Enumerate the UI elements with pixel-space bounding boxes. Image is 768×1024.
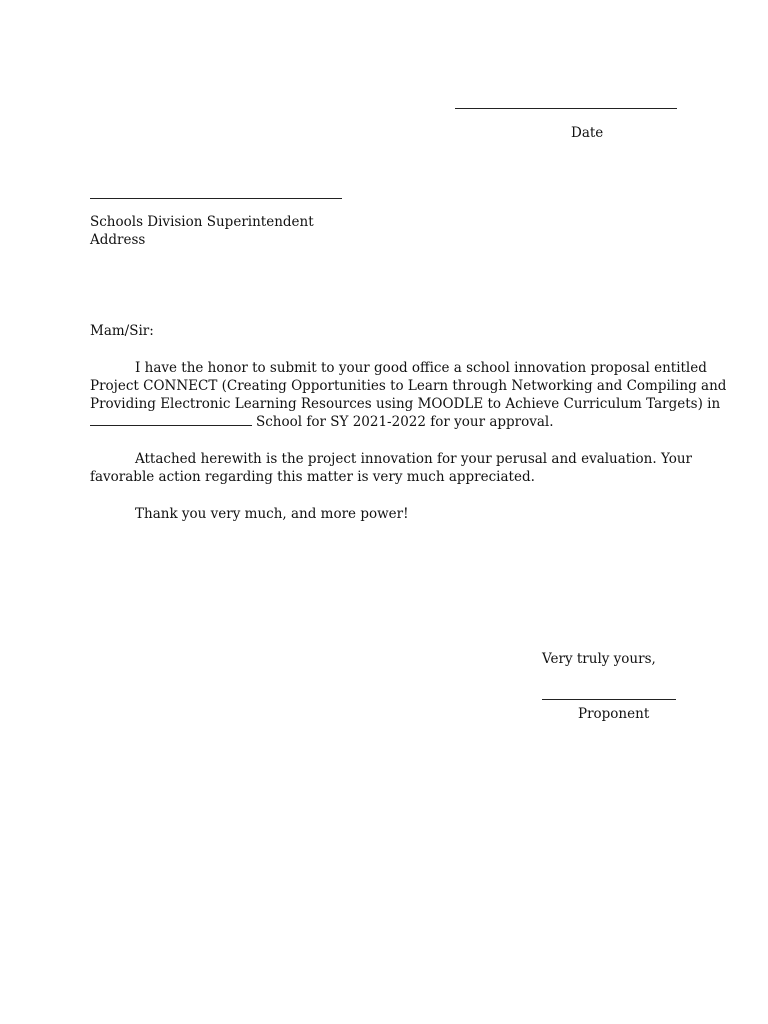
paragraph-2-line-2: favorable action regarding this matter is very much appreciated. [90,469,535,485]
recipient-name-blank-line [90,198,342,199]
date-blank-line [455,108,677,109]
date-label: Date [571,125,604,141]
body-paragraph-2 [90,450,692,486]
body-paragraph-3 [90,505,409,523]
closing: Very truly yours, [542,651,656,667]
paragraph-3-line-1: Thank you very much, and more power! [135,506,409,522]
paragraph-1-line-1: I have the honor to submit to your good office a school innovation proposal entitled [135,360,707,376]
school-name-blank-line [90,413,252,426]
recipient-title: Schools Division Superintendent [90,214,314,230]
salutation: Mam/Sir: [90,323,154,339]
paragraph-2-line-1: Attached herewith is the project innovation for your perusal and evaluation. Your [135,451,692,467]
signatory-label: Proponent [578,706,650,722]
paragraph-1-line-4: School for SY 2021-2022 for your approval. [90,413,726,431]
body-paragraph-1 [90,359,726,431]
paragraph-1-line-3: Providing Electronic Learning Resources using MOODLE to Achieve Curriculum Targets) in [90,396,721,412]
recipient-address: Address [90,232,146,248]
signature-blank-line [542,699,676,700]
paragraph-1-line-2: Project CONNECT (Creating Opportunities to Learn through Networking and Compiling and [90,378,727,394]
recipient-block [90,213,314,249]
